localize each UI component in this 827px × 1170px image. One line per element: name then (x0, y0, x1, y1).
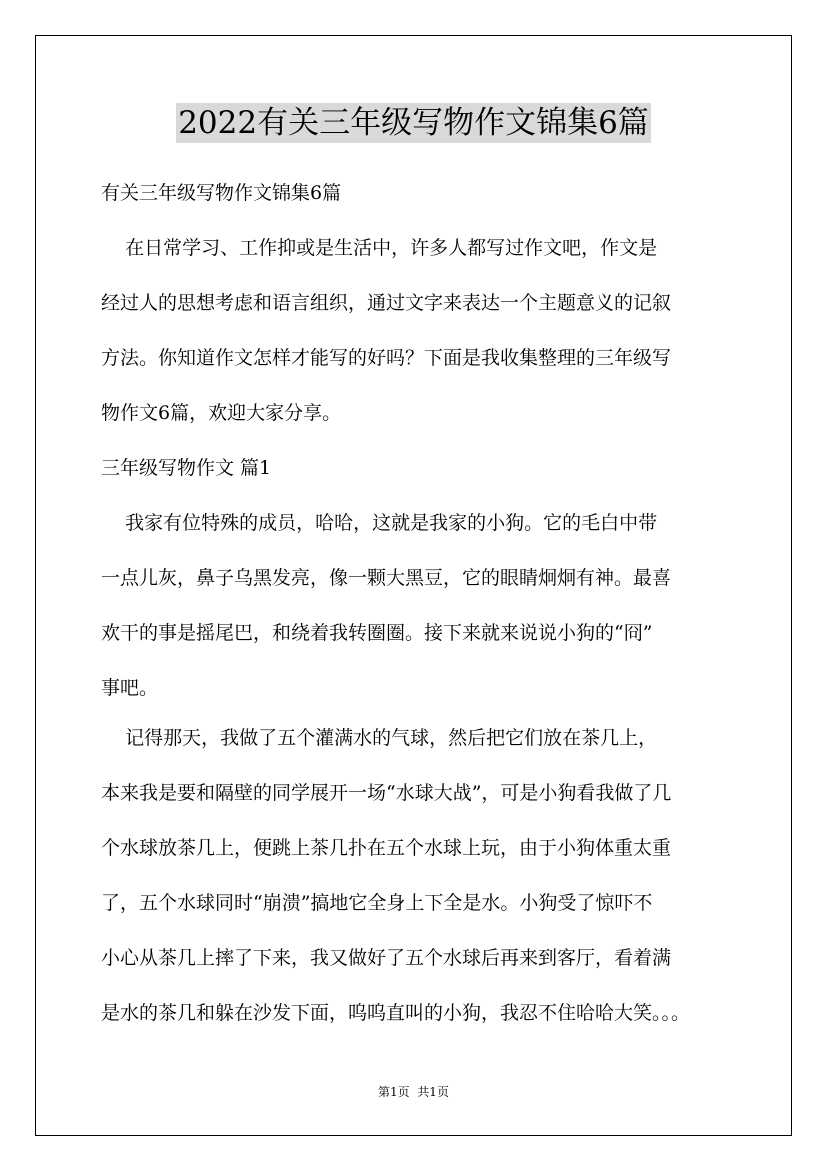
text-line: 小心从茶几上摔了下来，我又做好了五个水球后再来到客厅，看着满 (101, 947, 672, 969)
text-line: 物作文6篇，欢迎大家分享。 (101, 402, 342, 424)
text-line: 经过人的思想考虑和语言组织，通过文字来表达一个主题意义的记叙 (101, 292, 672, 314)
text-line: 在日常学习、工作抑或是生活中，许多人都写过作文吧，作文是 (101, 237, 658, 259)
text-line: 本来我是要和隔壁的同学展开一场“水球大战”，可是小狗看我做了几 (101, 782, 672, 804)
title-container (0, 103, 827, 143)
document-title: 2022有关三年级写物作文锦集6篇 (178, 105, 649, 141)
text-line: 了，五个水球同时“崩溃”搞地它全身上下全是水。小狗受了惊吓不 (101, 892, 653, 914)
text-line: 是水的茶几和躲在沙发下面，呜呜直叫的小狗，我忍不住哈哈大笑。。。 (101, 1002, 691, 1024)
section-heading: 三年级写物作文 篇1 (101, 457, 272, 479)
page-footer: 第1页 共1页 (378, 1085, 449, 1099)
text-line: 欢干的事是摇尾巴，和绕着我转圈圈。接下来就来说说小狗的“冏” (101, 622, 653, 644)
subtitle-line: 有关三年级写物作文锦集6篇 (101, 182, 342, 204)
text-line: 事吧。 (101, 677, 159, 699)
text-line: 一点儿灰，鼻子乌黑发亮，像一颗大黑豆，它的眼睛炯炯有神。最喜 (101, 567, 672, 589)
text-line: 记得那天，我做了五个灌满水的气球，然后把它们放在茶几上， (101, 727, 658, 749)
text-line: 个水球放茶几上，便跳上茶几扑在五个水球上玩，由于小狗体重太重 (101, 837, 672, 859)
text-line: 我家有位特殊的成员，哈哈，这就是我家的小狗。它的毛白中带 (101, 512, 658, 534)
text-line: 方法。你知道作文怎样才能写的好吗？下面是我收集整理的三年级写 (101, 347, 672, 369)
